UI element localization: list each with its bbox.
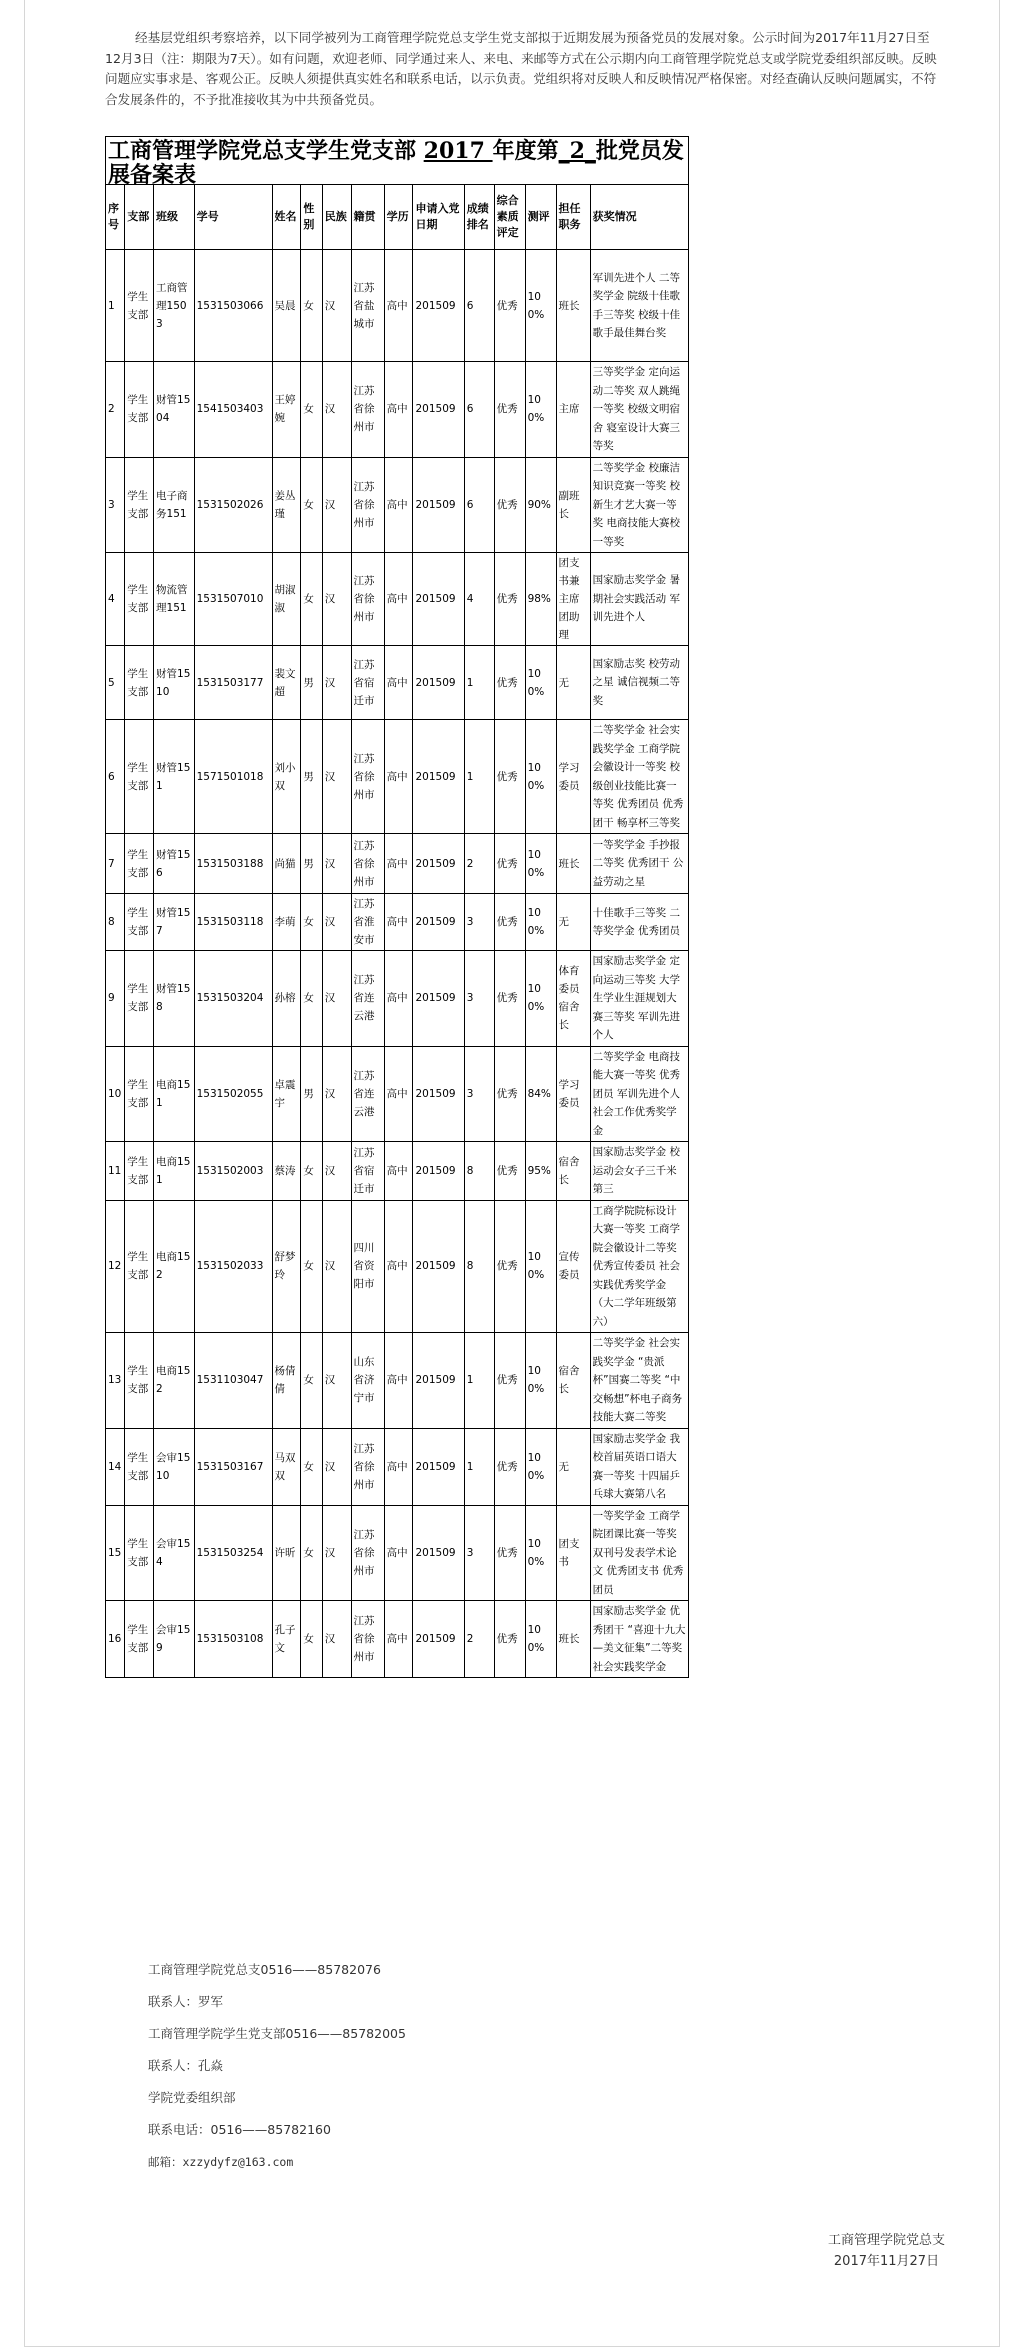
cell-date: 201509 (413, 362, 464, 458)
contact-line-5: 学院党委组织部 (148, 2090, 236, 2105)
cell-cls: 财管1510 (154, 646, 195, 720)
cell-origin: 江苏省徐州市 (351, 720, 384, 834)
cell-origin: 江苏省徐州市 (351, 362, 384, 458)
column-header: 测评 (525, 185, 556, 250)
cell-eval: 100% (525, 1601, 556, 1678)
cell-branch: 学生支部 (125, 834, 154, 894)
cell-edu: 高中 (384, 1505, 413, 1601)
cell-sex: 女 (301, 250, 322, 362)
column-header: 序号 (106, 185, 125, 250)
contact-line-6: 联系电话：0516——85782160 (148, 2122, 331, 2137)
table-row (106, 834, 689, 894)
signature-block (828, 2230, 945, 2272)
cell-post: 学习委员 (556, 720, 590, 834)
cell-name: 杨倩倩 (272, 1333, 301, 1429)
cell-name: 吴晨 (272, 250, 301, 362)
table-header-row (106, 185, 689, 250)
table-row (106, 1601, 689, 1678)
cell-name: 孔子文 (272, 1601, 301, 1678)
cell-branch: 学生支部 (125, 1200, 154, 1333)
cell-post: 宣传委员 (556, 1200, 590, 1333)
cell-sid: 1531503167 (194, 1428, 272, 1505)
cell-eval: 100% (525, 646, 556, 720)
cell-rank: 6 (464, 362, 494, 458)
cell-rank: 1 (464, 646, 494, 720)
cell-cls: 会审1510 (154, 1428, 195, 1505)
cell-eval: 100% (525, 1428, 556, 1505)
cell-origin: 江苏省徐州市 (351, 457, 384, 553)
column-header: 支部 (125, 185, 154, 250)
cell-eth: 汉 (322, 1142, 351, 1201)
cell-rank: 1 (464, 720, 494, 834)
cell-no: 11 (106, 1142, 125, 1201)
cell-sex: 男 (301, 834, 322, 894)
table-row (106, 457, 689, 553)
cell-no: 9 (106, 951, 125, 1047)
column-header: 籍贯 (351, 185, 384, 250)
cell-sex: 女 (301, 1200, 322, 1333)
cell-cls: 物流管理151 (154, 553, 195, 646)
cell-quality: 优秀 (494, 1333, 525, 1429)
contact-line-4: 联系人：孔焱 (148, 2058, 224, 2073)
cell-date: 201509 (413, 1200, 464, 1333)
cell-eth: 汉 (322, 1601, 351, 1678)
cell-origin: 山东省济宁市 (351, 1333, 384, 1429)
cell-sex: 女 (301, 1601, 322, 1678)
cell-no: 10 (106, 1046, 125, 1142)
cell-post: 宿舍长 (556, 1142, 590, 1201)
cell-eth: 汉 (322, 362, 351, 458)
column-header: 民族 (322, 185, 351, 250)
cell-branch: 学生支部 (125, 1601, 154, 1678)
cell-date: 201509 (413, 1505, 464, 1601)
cell-cls: 电商152 (154, 1333, 195, 1429)
cell-eth: 汉 (322, 250, 351, 362)
cell-eval: 100% (525, 894, 556, 951)
cell-post: 无 (556, 894, 590, 951)
cell-eval: 100% (525, 834, 556, 894)
cell-awards: 国家励志奖 校劳动之星 诚信视频二等奖 (590, 646, 688, 720)
cell-sid: 1531507010 (194, 553, 272, 646)
table-row (106, 720, 689, 834)
table-row (106, 362, 689, 458)
cell-rank: 1 (464, 1333, 494, 1429)
cell-post: 主席 (556, 362, 590, 458)
cell-edu: 高中 (384, 646, 413, 720)
cell-name: 孙榕 (272, 951, 301, 1047)
cell-name: 刘小双 (272, 720, 301, 834)
cell-branch: 学生支部 (125, 1333, 154, 1429)
cell-date: 201509 (413, 646, 464, 720)
cell-name: 卓震宇 (272, 1046, 301, 1142)
cell-no: 1 (106, 250, 125, 362)
cell-quality: 优秀 (494, 250, 525, 362)
cell-sex: 女 (301, 553, 322, 646)
cell-edu: 高中 (384, 1601, 413, 1678)
cell-date: 201509 (413, 457, 464, 553)
table-row (106, 553, 689, 646)
cell-origin: 江苏省徐州市 (351, 553, 384, 646)
table-row (106, 951, 689, 1047)
cell-eth: 汉 (322, 894, 351, 951)
cell-rank: 3 (464, 1505, 494, 1601)
cell-no: 6 (106, 720, 125, 834)
cell-date: 201509 (413, 1333, 464, 1429)
cell-eval: 84% (525, 1046, 556, 1142)
cell-branch: 学生支部 (125, 457, 154, 553)
cell-awards: 二等奖学金 社会实践奖学金 工商学院会徽设计一等奖 校级创业技能比赛一等奖 优秀团员 优秀团干 畅享杯三等奖 (590, 720, 688, 834)
cell-no: 4 (106, 553, 125, 646)
cell-name: 许昕 (272, 1505, 301, 1601)
cell-cls: 工商管理1503 (154, 250, 195, 362)
cell-sid: 1541503403 (194, 362, 272, 458)
cell-date: 201509 (413, 553, 464, 646)
cell-eth: 汉 (322, 720, 351, 834)
cell-rank: 8 (464, 1200, 494, 1333)
cell-rank: 4 (464, 553, 494, 646)
cell-origin: 江苏省盐城市 (351, 250, 384, 362)
cell-date: 201509 (413, 951, 464, 1047)
cell-edu: 高中 (384, 250, 413, 362)
cell-awards: 军训先进个人 二等奖学金 院级十佳歌手三等奖 校级十佳歌手最佳舞台奖 (590, 250, 688, 362)
column-header: 申请入党日期 (413, 185, 464, 250)
cell-awards: 十佳歌手三等奖 二等奖学金 优秀团员 (590, 894, 688, 951)
cell-awards: 二等奖学金 电商技能大赛一等奖 优秀团员 军训先进个人 社会工作优秀奖学金 (590, 1046, 688, 1142)
cell-cls: 会审154 (154, 1505, 195, 1601)
cell-post: 班长 (556, 834, 590, 894)
cell-sid: 1531503254 (194, 1505, 272, 1601)
cell-sid: 1531503066 (194, 250, 272, 362)
cell-eth: 汉 (322, 1200, 351, 1333)
title-mid: 年度第 (492, 138, 559, 164)
column-header: 姓名 (272, 185, 301, 250)
table-row (106, 894, 689, 951)
cell-no: 13 (106, 1333, 125, 1429)
cell-name: 蔡涛 (272, 1142, 301, 1201)
contact-info (148, 1960, 406, 2184)
cell-eval: 100% (525, 720, 556, 834)
table-row (106, 646, 689, 720)
cell-quality: 优秀 (494, 894, 525, 951)
cell-date: 201509 (413, 1046, 464, 1142)
cell-sex: 女 (301, 362, 322, 458)
announcement-intro: 经基层党组织考察培养，以下同学被列为工商管理学院党总支学生党支部拟于近期发展为预备党员的发展对象。公示时间为2017年11月27日至12月3日（注：期限为7天）。如有问题，欢迎老师、同学通过来人、来电、来邮等方式在公示期内向工商管理学院党总支或学院党委组织部反映。反映问题应实事求是、客观公正。反映人须提供真实姓名和联系电话，以示负责。党组织将对反映人和反映情况严格保密。对经查确认反映问题属实，不符合发展条件的，不予批准接收其为中共预备党员。 (105, 30, 937, 107)
cell-awards: 二等奖学金 校廉洁知识竞赛一等奖 校新生才艺大赛一等奖 电商技能大赛校一等奖 (590, 457, 688, 553)
cell-awards: 工商学院院标设计大赛一等奖 工商学院会徽设计二等奖 优秀宣传委员 社会实践优秀奖学金 （大二学年班级第六） (590, 1200, 688, 1333)
column-header: 获奖情况 (590, 185, 688, 250)
cell-date: 201509 (413, 1428, 464, 1505)
cell-cls: 电子商务151 (154, 457, 195, 553)
cell-sex: 女 (301, 1142, 322, 1201)
cell-name: 尚猫 (272, 834, 301, 894)
cell-origin: 江苏省连云港 (351, 1046, 384, 1142)
cell-rank: 2 (464, 1601, 494, 1678)
signature-date: 2017年11月27日 (833, 2254, 940, 2269)
cell-origin: 江苏省徐州市 (351, 1428, 384, 1505)
cell-awards: 三等奖学金 定向运动二等奖 双人跳绳一等奖 校级文明宿舍 寝室设计大赛三等奖 (590, 362, 688, 458)
cell-eval: 100% (525, 1200, 556, 1333)
cell-branch: 学生支部 (125, 553, 154, 646)
cell-eval: 100% (525, 1505, 556, 1601)
cell-edu: 高中 (384, 362, 413, 458)
cell-eval: 100% (525, 951, 556, 1047)
cell-awards: 一等奖学金 工商学院团课比赛一等奖 双刊号发表学术论文 优秀团支书 优秀团员 (590, 1505, 688, 1601)
table-row (106, 1505, 689, 1601)
cell-branch: 学生支部 (125, 1046, 154, 1142)
cell-post: 团支书兼主席团助理 (556, 553, 590, 646)
cell-rank: 6 (464, 457, 494, 553)
cell-awards: 国家励志奖学金 校运动会女子三千米第三 (590, 1142, 688, 1201)
table-row (106, 1046, 689, 1142)
cell-edu: 高中 (384, 951, 413, 1047)
cell-awards: 国家励志奖学金 定向运动三等奖 大学生学业生涯规划大赛三等奖 军训先进个人 (590, 951, 688, 1047)
cell-branch: 学生支部 (125, 646, 154, 720)
cell-origin: 四川省资阳市 (351, 1200, 384, 1333)
cell-eth: 汉 (322, 646, 351, 720)
cell-eth: 汉 (322, 457, 351, 553)
cell-cls: 财管156 (154, 834, 195, 894)
cell-branch: 学生支部 (125, 362, 154, 458)
cell-edu: 高中 (384, 553, 413, 646)
table-title (105, 136, 689, 188)
cell-sid: 1571501018 (194, 720, 272, 834)
cell-eth: 汉 (322, 834, 351, 894)
cell-edu: 高中 (384, 1142, 413, 1201)
cell-quality: 优秀 (494, 1142, 525, 1201)
cell-eth: 汉 (322, 1333, 351, 1429)
cell-sex: 女 (301, 951, 322, 1047)
cell-post: 无 (556, 646, 590, 720)
cell-name: 胡淑淑 (272, 553, 301, 646)
cell-origin: 江苏省宿迁市 (351, 1142, 384, 1201)
cell-sex: 女 (301, 1333, 322, 1429)
table-row (106, 250, 689, 362)
contact-line-2: 联系人：罗军 (148, 1994, 224, 2009)
cell-name: 王婷婉 (272, 362, 301, 458)
cell-quality: 优秀 (494, 646, 525, 720)
cell-branch: 学生支部 (125, 1505, 154, 1601)
cell-no: 15 (106, 1505, 125, 1601)
cell-origin: 江苏省徐州市 (351, 1601, 384, 1678)
cell-quality: 优秀 (494, 720, 525, 834)
cell-branch: 学生支部 (125, 250, 154, 362)
cell-branch: 学生支部 (125, 894, 154, 951)
cell-edu: 高中 (384, 457, 413, 553)
cell-sid: 1531503177 (194, 646, 272, 720)
cell-edu: 高中 (384, 834, 413, 894)
cell-cls: 会审159 (154, 1601, 195, 1678)
cell-date: 201509 (413, 834, 464, 894)
cell-quality: 优秀 (494, 1505, 525, 1601)
cell-eth: 汉 (322, 1505, 351, 1601)
cell-cls: 电商151 (154, 1142, 195, 1201)
cell-post: 学习委员 (556, 1046, 590, 1142)
cell-cls: 财管157 (154, 894, 195, 951)
cell-quality: 优秀 (494, 834, 525, 894)
cell-eval: 95% (525, 1142, 556, 1201)
cell-sex: 女 (301, 1428, 322, 1505)
cell-sid: 1531503108 (194, 1601, 272, 1678)
cell-eval: 98% (525, 553, 556, 646)
cell-date: 201509 (413, 720, 464, 834)
cell-edu: 高中 (384, 1428, 413, 1505)
cell-cls: 电商152 (154, 1200, 195, 1333)
cell-sid: 1531502003 (194, 1142, 272, 1201)
cell-name: 李萌 (272, 894, 301, 951)
cell-quality: 优秀 (494, 1601, 525, 1678)
cell-awards: 国家励志奖学金 优秀团干 “喜迎十九大—美文征集”二等奖 社会实践奖学金 (590, 1601, 688, 1678)
cell-eval: 100% (525, 250, 556, 362)
cell-date: 201509 (413, 894, 464, 951)
cell-rank: 6 (464, 250, 494, 362)
cell-sex: 女 (301, 457, 322, 553)
table-row (106, 1428, 689, 1505)
cell-no: 3 (106, 457, 125, 553)
cell-sid: 1531103047 (194, 1333, 272, 1429)
cell-rank: 2 (464, 834, 494, 894)
cell-sid: 1531502026 (194, 457, 272, 553)
cell-name: 马双双 (272, 1428, 301, 1505)
column-header: 成绩排名 (464, 185, 494, 250)
cell-post: 班长 (556, 1601, 590, 1678)
cell-date: 201509 (413, 1142, 464, 1201)
title-batch: _2_ (558, 138, 596, 164)
cell-sid: 1531503188 (194, 834, 272, 894)
cell-rank: 8 (464, 1142, 494, 1201)
cell-no: 12 (106, 1200, 125, 1333)
cell-edu: 高中 (384, 1333, 413, 1429)
column-header: 担任职务 (556, 185, 590, 250)
cell-name: 舒梦玲 (272, 1200, 301, 1333)
cell-rank: 3 (464, 1046, 494, 1142)
cell-quality: 优秀 (494, 1046, 525, 1142)
cell-post: 体育委员宿舍长 (556, 951, 590, 1047)
column-header: 班级 (154, 185, 195, 250)
cell-post: 副班长 (556, 457, 590, 553)
column-header: 学号 (194, 185, 272, 250)
cell-quality: 优秀 (494, 553, 525, 646)
cell-origin: 江苏省淮安市 (351, 894, 384, 951)
cell-edu: 高中 (384, 1200, 413, 1333)
cell-no: 2 (106, 362, 125, 458)
cell-no: 14 (106, 1428, 125, 1505)
contact-line-3: 工商管理学院学生党支部0516——85782005 (148, 2026, 406, 2041)
cell-name: 裴文超 (272, 646, 301, 720)
column-header: 性别 (301, 185, 322, 250)
cell-sid: 1531503118 (194, 894, 272, 951)
table-body (106, 250, 689, 1678)
cell-eth: 汉 (322, 1428, 351, 1505)
cell-post: 班长 (556, 250, 590, 362)
cell-eth: 汉 (322, 553, 351, 646)
cell-branch: 学生支部 (125, 1142, 154, 1201)
cell-origin: 江苏省徐州市 (351, 1505, 384, 1601)
cell-eth: 汉 (322, 1046, 351, 1142)
cell-cls: 财管1504 (154, 362, 195, 458)
cell-awards: 一等奖学金 手抄报二等奖 优秀团干 公益劳动之星 (590, 834, 688, 894)
column-header: 学历 (384, 185, 413, 250)
cell-origin: 江苏省徐州市 (351, 834, 384, 894)
cell-rank: 1 (464, 1428, 494, 1505)
title-suffix: 批党员发展备案表 (108, 138, 684, 188)
signature-org: 工商管理学院党总支 (827, 2233, 945, 2248)
cell-name: 姜丛瑾 (272, 457, 301, 553)
table-row (106, 1333, 689, 1429)
cell-quality: 优秀 (494, 362, 525, 458)
cell-sex: 男 (301, 1046, 322, 1142)
cell-quality: 优秀 (494, 457, 525, 553)
member-roster-table (105, 184, 689, 1678)
contact-email: 邮箱：xzzydyfz@163.com (148, 2155, 294, 2169)
cell-branch: 学生支部 (125, 720, 154, 834)
column-header: 综合素质评定 (494, 185, 525, 250)
cell-no: 16 (106, 1601, 125, 1678)
cell-quality: 优秀 (494, 1200, 525, 1333)
cell-post: 宿舍长 (556, 1333, 590, 1429)
cell-rank: 3 (464, 894, 494, 951)
cell-cls: 财管158 (154, 951, 195, 1047)
cell-rank: 3 (464, 951, 494, 1047)
table-row (106, 1200, 689, 1333)
cell-no: 8 (106, 894, 125, 951)
table-row (106, 1142, 689, 1201)
cell-eval: 100% (525, 362, 556, 458)
cell-sid: 1531503204 (194, 951, 272, 1047)
cell-edu: 高中 (384, 894, 413, 951)
cell-branch: 学生支部 (125, 951, 154, 1047)
cell-edu: 高中 (384, 1046, 413, 1142)
title-year: 2017 (423, 138, 493, 164)
cell-awards: 国家励志奖学金 暑期社会实践活动 军训先进个人 (590, 553, 688, 646)
cell-eval: 90% (525, 457, 556, 553)
cell-post: 团支书 (556, 1505, 590, 1601)
cell-eval: 100% (525, 1333, 556, 1429)
cell-awards: 二等奖学金 社会实践奖学金 “贵派杯”国赛二等奖 “中交畅想”杯电子商务技能大赛二等奖 (590, 1333, 688, 1429)
cell-origin: 江苏省连云港 (351, 951, 384, 1047)
cell-eth: 汉 (322, 951, 351, 1047)
cell-no: 7 (106, 834, 125, 894)
cell-quality: 优秀 (494, 951, 525, 1047)
cell-no: 5 (106, 646, 125, 720)
cell-origin: 江苏省宿迁市 (351, 646, 384, 720)
cell-sex: 男 (301, 646, 322, 720)
cell-cls: 财管151 (154, 720, 195, 834)
cell-quality: 优秀 (494, 1428, 525, 1505)
cell-date: 201509 (413, 1601, 464, 1678)
cell-edu: 高中 (384, 720, 413, 834)
cell-awards: 国家励志奖学金 我校首届英语口语大赛一等奖 十四届乒乓球大赛第八名 (590, 1428, 688, 1505)
cell-post: 无 (556, 1428, 590, 1505)
cell-date: 201509 (413, 250, 464, 362)
cell-sid: 1531502033 (194, 1200, 272, 1333)
contact-line-1: 工商管理学院党总支0516——85782076 (148, 1962, 381, 1977)
cell-sex: 女 (301, 1505, 322, 1601)
title-prefix: 工商管理学院党总支学生党支部 (108, 138, 424, 164)
cell-sex: 男 (301, 720, 322, 834)
cell-sid: 1531502055 (194, 1046, 272, 1142)
cell-branch: 学生支部 (125, 1428, 154, 1505)
cell-cls: 电商151 (154, 1046, 195, 1142)
cell-sex: 女 (301, 894, 322, 951)
